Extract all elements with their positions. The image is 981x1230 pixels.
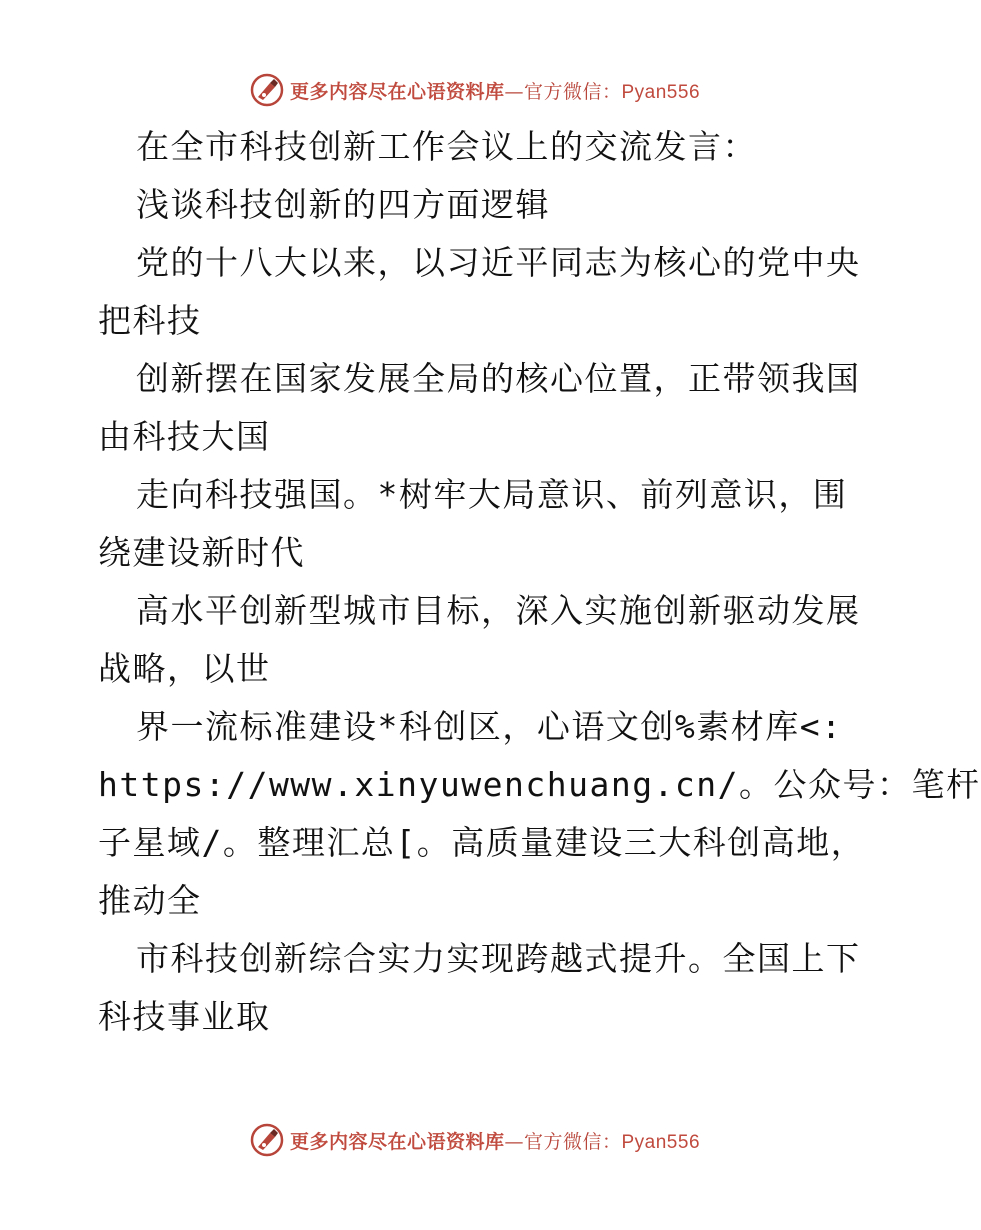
- document-line: 高水平创新型城市目标，深入实施创新驱动发展: [136, 591, 861, 630]
- document-line: 浅谈科技创新的四方面逻辑: [136, 185, 550, 224]
- banner-text: [290, 1127, 700, 1154]
- document-line: 创新摆在国家发展全局的核心位置，正带领我国: [136, 359, 861, 398]
- document-line: 界一流标准建设*科创区，心语文创%素材库<:: [136, 707, 843, 746]
- banner-separator: —: [504, 1130, 524, 1153]
- document-line: 党的十八大以来，以习近平同志为核心的党中央: [136, 243, 861, 282]
- document-line: 战略，以世: [98, 649, 271, 688]
- document-line: 推动全: [98, 881, 202, 920]
- document-line: 子星域/。整理汇总[。高质量建设三大科创高地，: [98, 823, 866, 862]
- banner-text: [290, 77, 700, 104]
- wechat-label: 官方微信：: [523, 1130, 622, 1153]
- wechat-label: 官方微信：: [523, 80, 622, 103]
- brand-name: 更多内容尽在心语资料库: [289, 80, 505, 103]
- wechat-id: Pyan556: [621, 1131, 701, 1153]
- document-line: 在全市科技创新工作会议上的交流发言：: [136, 127, 757, 166]
- document-line: 由科技大国: [98, 417, 271, 456]
- document-line: 绕建设新时代: [98, 533, 305, 572]
- banner-separator: —: [504, 80, 524, 103]
- document-line: 走向科技强国。*树牢大局意识、前列意识，围: [136, 475, 848, 514]
- pen-nib-logo-icon: [250, 1123, 284, 1157]
- wechat-id: Pyan556: [621, 81, 701, 103]
- document-line: https://www.xinyuwenchuang.cn/。公众号：笔杆: [98, 765, 981, 804]
- document-body: [98, 118, 981, 1046]
- brand-name: 更多内容尽在心语资料库: [289, 1130, 505, 1153]
- document-line: 科技事业取: [98, 997, 271, 1036]
- document-line: 市科技创新综合实力实现跨越式提升。全国上下: [136, 939, 861, 978]
- pen-nib-logo-icon: [250, 73, 284, 107]
- footer-banner: [0, 1120, 950, 1160]
- header-banner: [0, 70, 950, 110]
- document-line: 把科技: [98, 301, 202, 340]
